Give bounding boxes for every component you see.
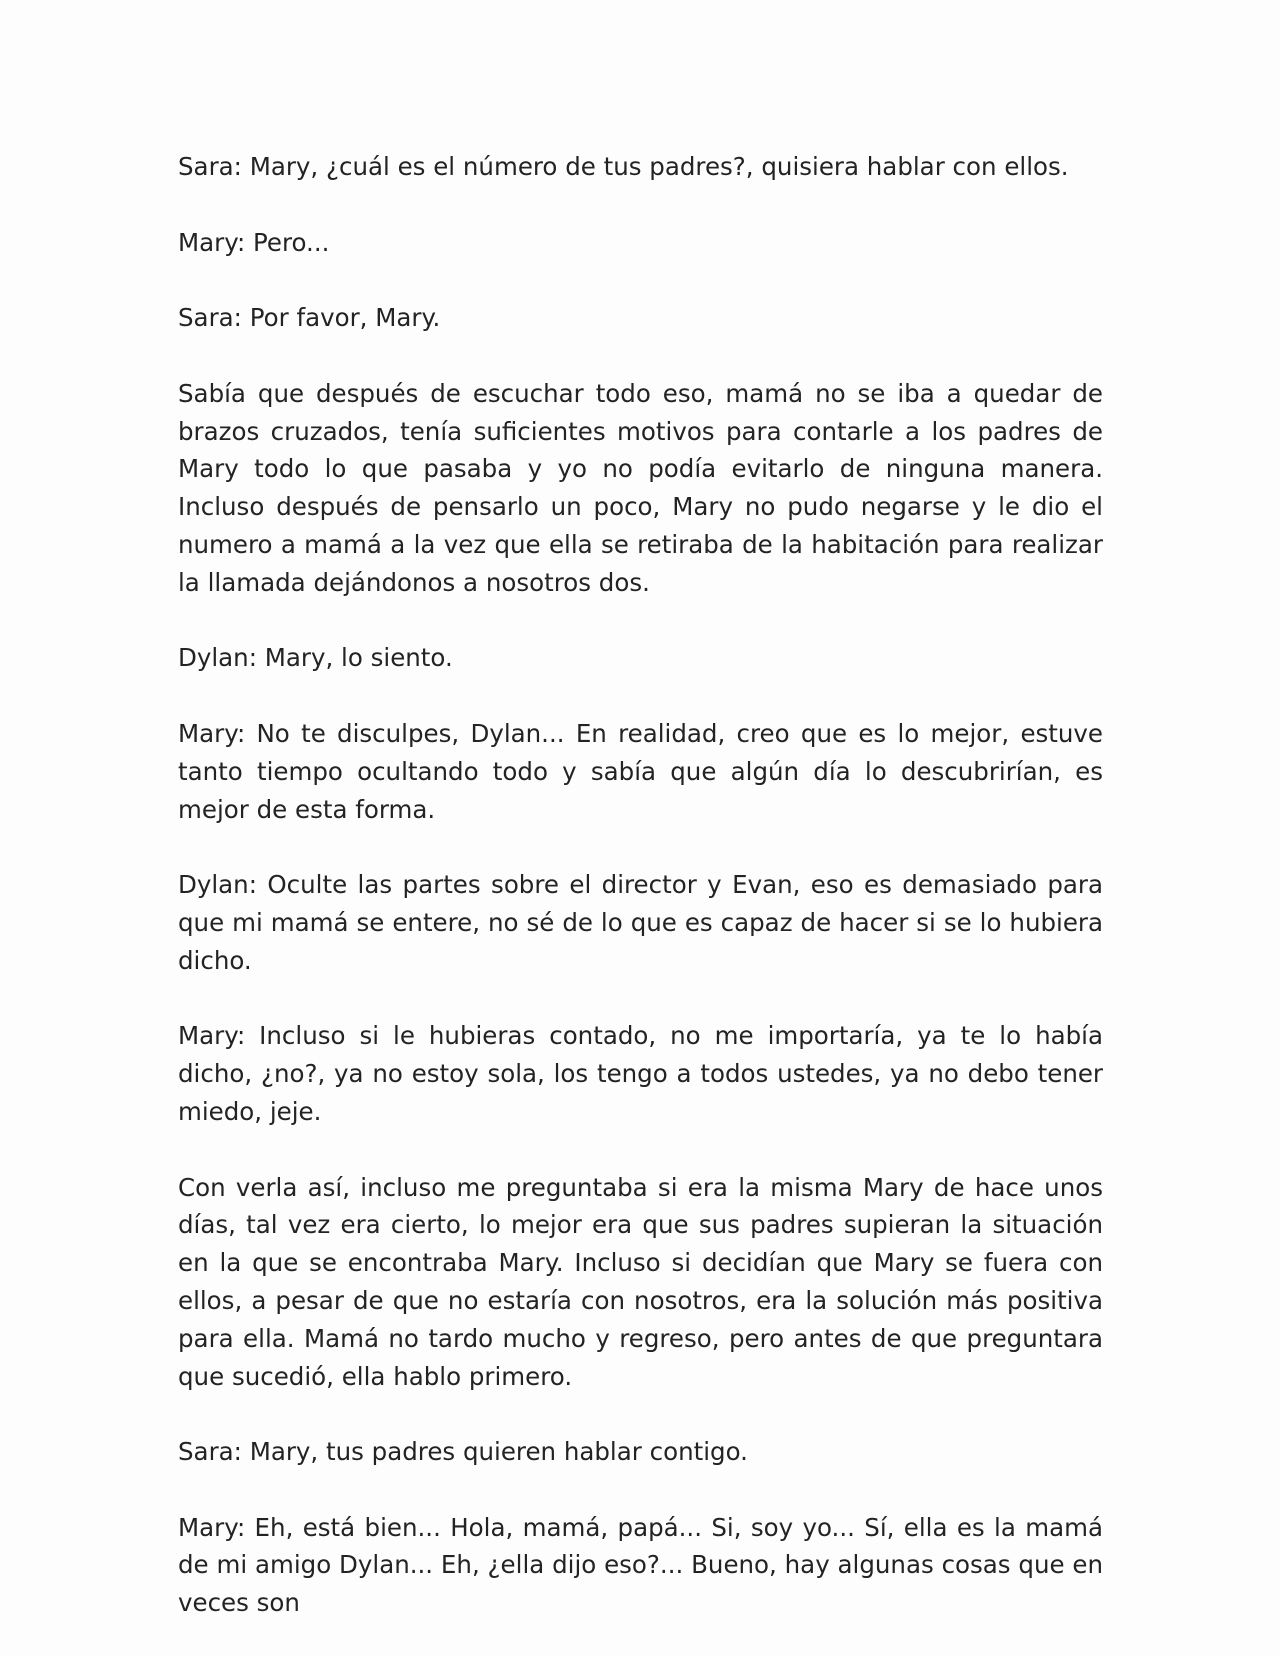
narration-paragraph: Sabía que después de escuchar todo eso, mamá no se iba a quedar de brazos cruzados, tenía suficientes motivos para contarle a los padres de Mary todo lo que pasaba y yo no podía evitarlo de ninguna manera. Incluso después de pensarlo un poco, Mary no pudo negarse y le dio el numero a mamá a la vez que ella se retiraba de la habitación para realizar la llamada dejándonos a nosotros dos. <box>178 378 1103 597</box>
dialogue-paragraph: Mary: Eh, está bien... Hola, mamá, papá... Si, soy yo... Sí, ella es la mamá de mi amigo Dylan... Eh, ¿ella dijo eso?... Bueno, hay algunas cosas que en veces son <box>178 1512 1103 1618</box>
narration-paragraph: Con verla así, incluso me preguntaba si era la misma Mary de hace unos días, tal vez era cierto, lo mejor era que sus padres supieran la situación en la que se encontraba Mary. Incluso si decidían que Mary se fuera con ellos, a pesar de que no estaría con nosotros, era la solución más positiva para ella. Mamá no tardo mucho y regreso, pero antes de que preguntara que sucedió, ella hablo primero. <box>178 1172 1103 1391</box>
dialogue-paragraph: Dylan: Oculte las partes sobre el director y Evan, eso es demasiado para que mi mamá se entere, no sé de lo que es capaz de hacer si se lo hubiera dicho. <box>178 870 1103 975</box>
dialogue-paragraph: Dylan: Mary, lo siento. <box>178 643 453 673</box>
dialogue-paragraph: Sara: Mary, ¿cuál es el número de tus padres?, quisiera hablar con ellos. <box>178 152 1069 181</box>
document-page <box>178 148 1103 1622</box>
dialogue-paragraph: Sara: Por favor, Mary. <box>178 303 441 333</box>
dialogue-paragraph: Mary: Pero... <box>178 227 330 257</box>
dialogue-paragraph: Mary: Incluso si le hubieras contado, no me importaría, ya te lo había dicho, ¿no?, ya no estoy sola, los tengo a todos ustedes, ya no debo tener miedo, jeje. <box>178 1021 1103 1126</box>
dialogue-paragraph: Mary: No te disculpes, Dylan... En realidad, creo que es lo mejor, estuve tanto tiempo ocultando todo y sabía que algún día lo descubrirían, es mejor de esta forma. <box>178 718 1103 824</box>
dialogue-paragraph: Sara: Mary, tus padres quieren hablar contigo. <box>178 1437 748 1467</box>
